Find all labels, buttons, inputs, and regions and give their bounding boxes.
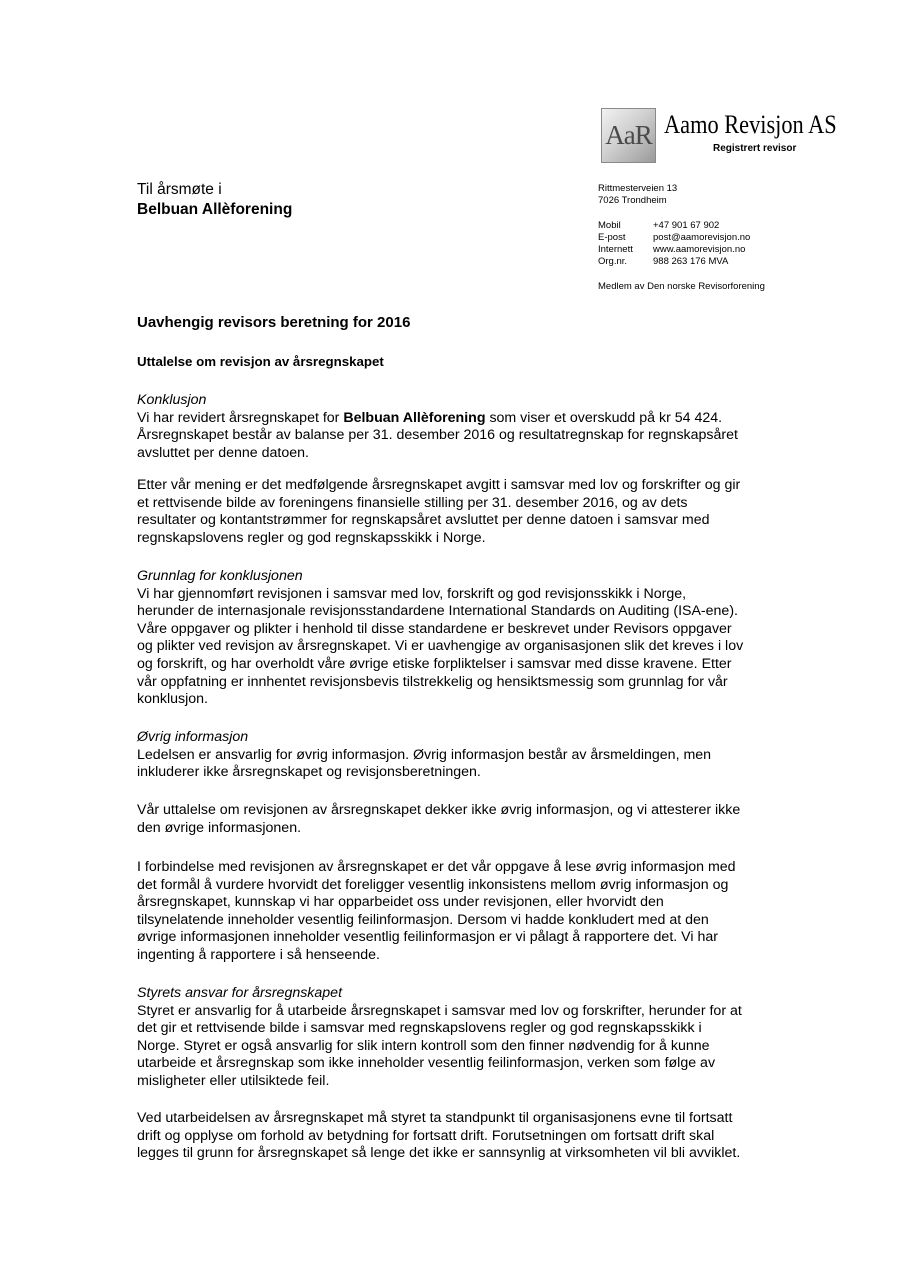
section-grunnlag — [137, 568, 797, 709]
contact-orgnr — [598, 256, 728, 268]
contact-label: Internett — [598, 244, 633, 255]
section-heading: Konklusjon — [137, 392, 207, 408]
paragraph: I forbindelse med revisjonen av årsregnskapet er det vår oppgave å lese øvrig informasjon med det formål å vurdere hvorvidt det foreligger vesentlig inkonsistens mellom øvrig informasjon og årsregnskapet, kunnskap vi har opparbeidet oss under revisjonen, eller hvorvidt den tilsynelatende inneholder vesentlig feilinformasjon. Dersom vi hadde konkludert med at den øvrige informasjonen inneholder vesentlig feilinformasjon er vi pålagt å rapportere det. Vi har ingenting å rapportere i så henseende. — [137, 859, 736, 963]
contact-value: +47 901 67 902 — [653, 220, 720, 231]
section-ovrig-p3 — [137, 859, 797, 965]
address-street: Rittmesterveien 13 — [598, 183, 678, 194]
paragraph-text: som viser et overskudd på kr 54 424. Årsregnskapet består av balanse per 31. desember 2016 og resultatregnskap for regnskapsåret avsluttet per denne datoen. — [137, 409, 738, 461]
contact-label: Mobil — [598, 220, 621, 231]
paragraph — [137, 410, 797, 463]
paragraph: Vi har gjennomført revisjonen i samsvar med lov, forskrift og god revisjonsskikk i Norge, herunder de internasjonale revisjonsstandardene International Standards on Auditing (ISA-ene). Våre oppgaver og plikter i henhold til disse standardene er beskrevet under Revisors oppgaver og plikter ved revisjon av årsregnskapet. Vi er uavhengige av organisasjonen slik det kreves i lov og forskrift, og har overholdt våre øvrige etiske forpliktelser i samsvar med disse kravene. Etter vår oppfatning er innhentet revisjonsbevis tilstrekkelig og hensiktsmessig som grunnlag for vår konklusjon. — [137, 585, 744, 708]
contact-mobile — [598, 220, 719, 232]
contact-value: www.aamorevisjon.no — [653, 244, 746, 255]
recipient-org: Belbuan Allèforening — [137, 201, 293, 218]
paragraph: Ledelsen er ansvarlig for øvrig informasjon. Øvrig informasjon består av årsmeldingen, men inkluderer ikke årsregnskapet og revisjonsberetningen. — [137, 746, 712, 781]
company-name: Aamo Revisjon AS — [664, 110, 837, 139]
address-city: 7026 Trondheim — [598, 195, 667, 206]
contact-label: Org.nr. — [598, 256, 628, 267]
logo-text: AaR — [605, 120, 652, 150]
membership-note: Medlem av Den norske Revisorforening — [598, 281, 765, 292]
contact-label: E-post — [598, 232, 626, 243]
company-logo — [601, 108, 656, 163]
section-styret-p2 — [137, 1110, 797, 1163]
section-konklusjon — [137, 392, 797, 462]
contact-value: 988 263 176 MVA — [653, 256, 729, 267]
paragraph: Etter vår mening er det medfølgende årsregnskapet avgitt i samsvar med lov og forskrifter og gir et rettvisende bilde av foreningens finansielle stilling per 31. desember 2016, og av dets resultater og kontantstrømmer for regnskapsåret avsluttet per denne datoen i samsvar med regnskapslovens regler og god regnskapsskikk i Norge. — [137, 477, 741, 546]
org-name-bold: Belbuan Allèforening — [343, 409, 486, 426]
recipient-block — [137, 180, 292, 220]
paragraph: Styret er ansvarlig for å utarbeide årsregnskapet i samsvar med lov og forskrifter, herunder for at det gir et rettvisende bilde i samsvar med regnskapslovens regler og god regnskapsskikk i Norge. Styret er også ansvarlig for slik intern kontroll som den finner nødvendig for å kunne utarbeide et årsregnskap som ikke inneholder vesentlig feilinformasjon, verken som følge av misligheter eller utilsiktede feil. — [137, 1002, 742, 1089]
report-subtitle: Uttalelse om revisjon av årsregnskapet — [137, 354, 384, 369]
section-heading: Grunnlag for konklusjonen — [137, 568, 303, 584]
section-konklusjon-cont — [137, 477, 797, 547]
paragraph: Ved utarbeidelsen av årsregnskapet må styret ta standpunkt til organisasjonens evne til fortsatt drift og opplyse om forhold av betydning for fortsatt drift. Forutsetningen om fortsatt drift skal legges til grunn for årsregnskapet så lenge det ikke er sannsynlig at virksomheten vil bli avviklet. — [137, 1110, 741, 1162]
report-title: Uavhengig revisors beretning for 2016 — [137, 314, 411, 331]
contact-value: post@aamorevisjon.no — [653, 232, 751, 243]
contact-website — [598, 244, 745, 256]
section-ovrig-p2 — [137, 802, 797, 837]
section-styret — [137, 985, 797, 1091]
section-heading: Øvrig informasjon — [137, 729, 249, 745]
section-ovrig — [137, 729, 797, 782]
section-heading: Styrets ansvar for årsregnskapet — [137, 985, 343, 1001]
paragraph-text: Vi har revidert årsregnskapet for — [137, 409, 344, 426]
contact-email — [598, 232, 750, 244]
paragraph: Vår uttalelse om revisjonen av årsregnskapet dekker ikke øvrig informasjon, og vi attesterer ikke den øvrige informasjonen. — [137, 802, 741, 836]
recipient-line: Til årsmøte i — [137, 181, 222, 198]
company-subtitle: Registrert revisor — [713, 143, 797, 154]
